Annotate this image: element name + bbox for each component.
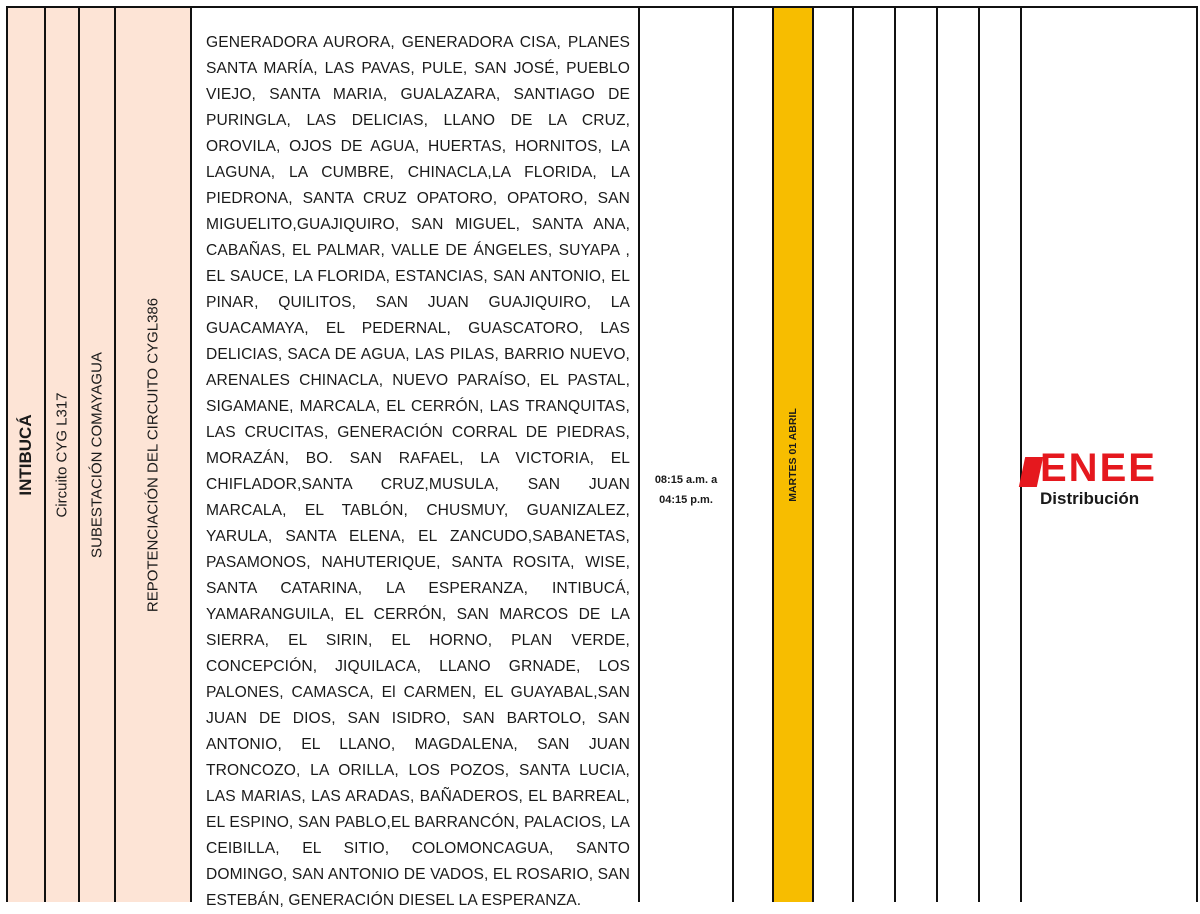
- substation-label: SUBESTACIÓN COMAYAGUA: [88, 352, 106, 558]
- empty-cell-5: [936, 6, 978, 902]
- time-end: 04:15 p.m.: [659, 494, 713, 506]
- circuit-cell: [44, 6, 78, 902]
- enee-logo: [1018, 446, 1188, 512]
- empty-cell-1: [732, 6, 772, 902]
- empty-cell-3: [852, 6, 894, 902]
- substation-cell: [78, 6, 114, 902]
- affected-places-cell: [190, 6, 638, 909]
- department-label: INTIBUCÁ: [16, 414, 35, 496]
- date-label: MARTES 01 ABRIL: [787, 408, 799, 502]
- time-range: [640, 470, 732, 510]
- circuit-label: Circuito CYG L317: [53, 392, 71, 518]
- time-cell: [638, 6, 732, 902]
- empty-cell-2: [812, 6, 852, 902]
- affected-places-text: GENERADORA AURORA, GENERADORA CISA, PLANES SANTA MARÍA, LAS PAVAS, PULE, SAN JOSÉ, PUEBLO VIEJO, SANTA MARIA, GUALAZARA, SANTIAGO DE PURINGLA, LAS DELICIAS, LLANO DE LA CRUZ, OROVILA, OJOS DE AGUA, HUERTAS, HORNITOS, LA LAGUNA, LA CUMBRE, CHINACLA,LA FLORIDA, LA PIEDRONA, SANTA CRUZ OPATORO, OPATORO, SAN MIGUELITO,GUAJIQUIRO, SAN MIGUEL, SANTA ANA, CABAÑAS, EL PALMAR, VALLE DE ÁNGELES, SUYAPA , EL SAUCE, LA FLORIDA, ESTANCIAS, SAN ANTONIO, EL PINAR, QUILITOS, SAN JUAN GUAJIQUIRO, LA GUACAMAYA, EL PEDERNAL, GUASCATORO, LAS DELICIAS, SACA DE AGUA, LAS PILAS, BARRIO NUEVO, ARENALES CHINACLA, NUEVO PARAÍSO, EL PASTAL, SIGAMANE, MARCALA, EL CERRÓN, LAS TRANQUITAS, LAS CRUCITAS, GENERACIÓN CORRAL DE PIEDRAS, MORAZÁN, BO. SAN RAFAEL, LA VICTORIA, EL CHIFLADOR,SANTA CRUZ,MUSULA, SAN JUAN MARCALA, EL TABLÓN, CHUSMUY, GUANIZALEZ, YARULA, SANTA ELENA, EL ZANCUDO,SABANETAS, PASAMONOS, NAHUTERIQUE, SANTA ROSITA, WISE, SANTA CATARINA, LA ESPERANZA, INTIBUCÁ, YAMARANGUILA, EL CERRÓN, SAN MARCOS DE LA SIERRA, EL SIRIN, EL HORNO, PLAN VERDE, CONCEPCIÓN, JIQUILACA, LLANO GRNADE, LOS PALONES, CAMASCA, El CARMEN, EL GUAYABAL,SAN JUAN DE DIOS, SAN ISIDRO, SAN BARTOLO, SAN ANTONIO, EL LLANO, MAGDALENA, SAN JUAN TRONCOZO, LA ORILLA, LOS POZOS, SANTA LUCIA, LAS MARIAS, LAS ARADAS, BAÑADEROS, EL BARREAL, EL ESPINO, SAN PABLO,EL BARRANCÓN, PALACIOS, LA CEIBILLA, EL SITIO, COLOMONCAGUA, SANTO DOMINGO, SAN ANTONIO DE VADOS, EL ROSARIO, SAN ESTEBÁN, GENERACIÓN DIESEL LA ESPERANZA.: [206, 34, 630, 909]
- department-cell: [6, 6, 44, 902]
- enee-logo-main: ENEE: [1040, 446, 1157, 490]
- empty-cell-6: [978, 6, 1020, 902]
- enee-logo-sub: Distribución: [1040, 489, 1140, 508]
- date-cell: [772, 6, 812, 902]
- empty-cell-4: [894, 6, 936, 902]
- work-description-cell: [114, 6, 190, 902]
- time-start: 08:15 a.m. a: [654, 474, 718, 486]
- work-description-label: REPOTENCIACIÓN DEL CIRCUITO CYGL386: [144, 297, 162, 613]
